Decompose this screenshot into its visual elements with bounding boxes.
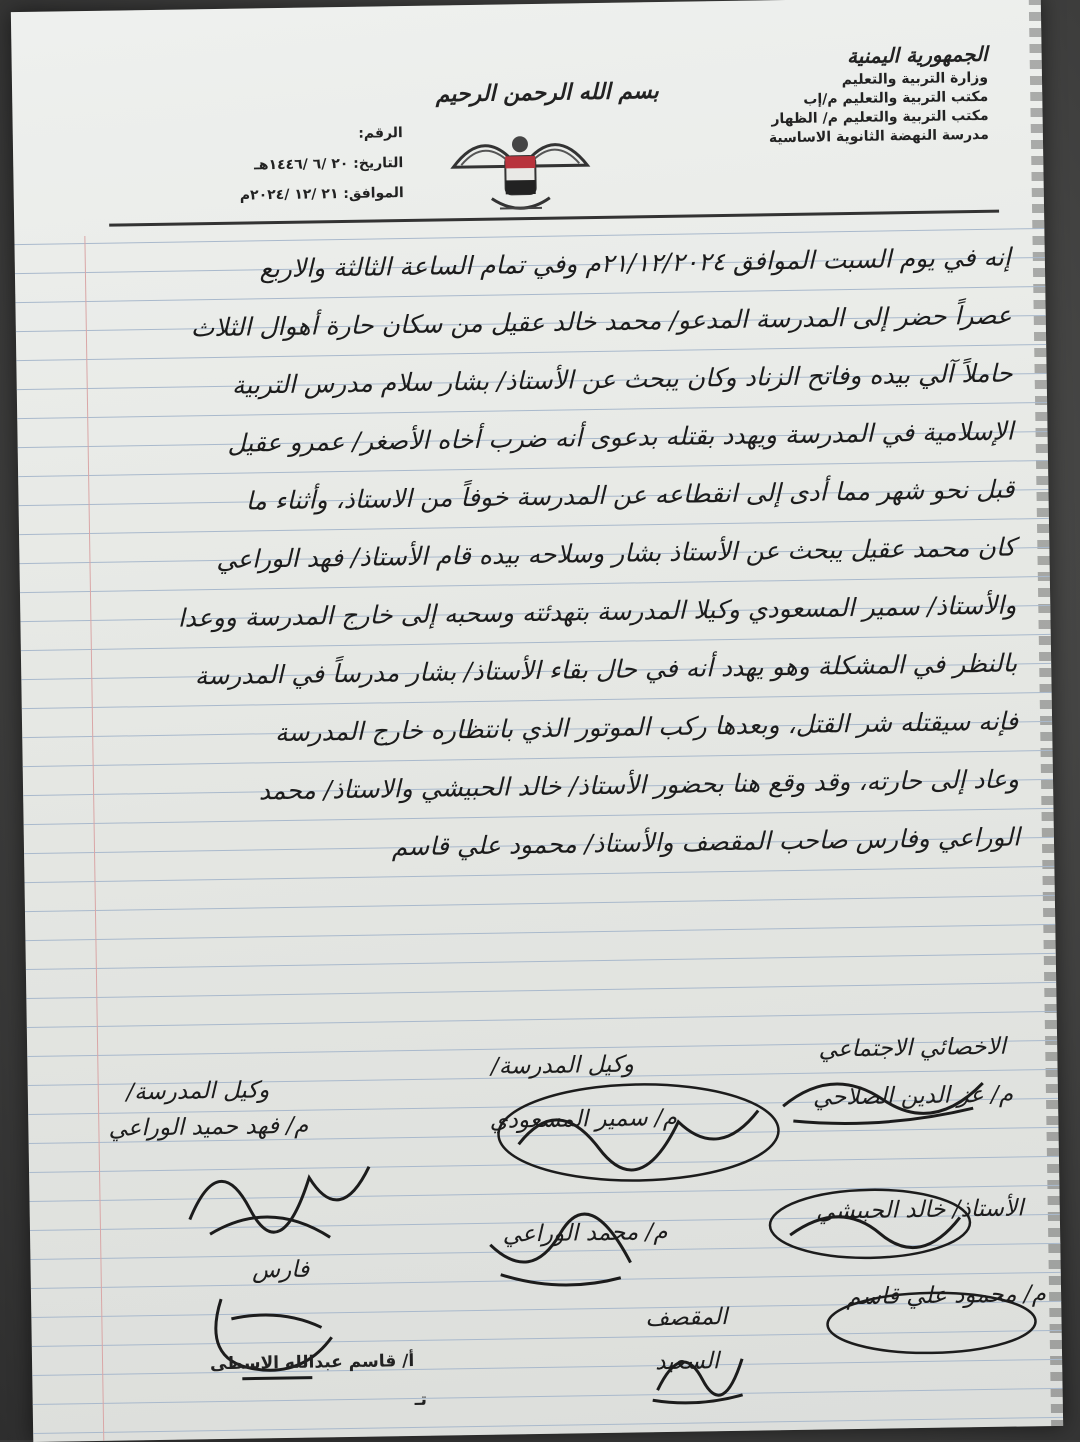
ruled-line (25, 924, 1055, 941)
ruled-line (32, 1359, 1062, 1376)
body-line: فإنه سيقتله شر القتل، وبعدها ركب الموتور الذي بانتظاره خارج المدرسة (274, 706, 1019, 748)
body-line: كان محمد عقيل يبحث عن الأستاذ بشار وسلاحه بيده قام الأستاذ/ فهد الوراعي (216, 532, 1016, 575)
principal-name: أ/ قاسم عبدالله الاسطى (209, 1351, 415, 1375)
body-line: عصراً حضر إلى المدرسة المدعو/ محمد خالد عقيل من سكان حارة أهوال الثلاث (190, 300, 1012, 343)
signature-canteen-icon (641, 1319, 752, 1411)
signature-mahmoud-icon (821, 1286, 1042, 1359)
wakeel-1-name: م/ فهد حميد الوراعي (108, 1112, 309, 1142)
teacher-khalid-name: الأستاذ/ خالد الحبيشي (815, 1195, 1024, 1225)
body-line: والأستاذ/ سمير المسعودي وكيلا المدرسة بتهدئته وسحبه إلى خارج المدرسة ووعدا (177, 590, 1017, 633)
teacher-mohammed-name: م/ محمد الوراعي (502, 1219, 668, 1248)
bismillah: بسم الله الرحمن الرحيم (435, 78, 659, 108)
yemen-eagle-emblem-icon (445, 121, 597, 223)
mahmoud-name: م/ محمود علي قاسم (846, 1281, 1047, 1311)
wakeel-2-name: م/ سمير المسعودي (489, 1104, 678, 1134)
ministry-line: وزارة التربية والتعليم (841, 69, 989, 89)
ref-number: الرقم: (358, 125, 403, 142)
report-body (102, 229, 1020, 881)
date-gregorian: الموافق: ٢١ /١٢ /٢٠٢٤م (239, 185, 404, 204)
letterhead (11, 0, 1044, 222)
body-line: حاملاً آلي بيده وفاتح الزناد وكان يبحث عن الأستاذ/ بشار سلام مدرس التربية (231, 358, 1013, 400)
signature-mark: تـ (414, 1389, 428, 1411)
document-page (11, 0, 1063, 1442)
body-line: الإسلامية في المدرسة ويهدد بقتله بدعوى أنه ضرب أخاه الأصغر/ عمرو عقيل (227, 416, 1014, 458)
republic-title: الجمهورية اليمنية (846, 41, 988, 69)
signature-wakeel-1-icon (179, 1137, 381, 1250)
ruled-line (26, 982, 1056, 999)
reference-block (163, 118, 404, 212)
body-line: بالنظر في المشكلة وهو يهدد أنه في حال بقاء الأستاذ/ بشار مدرساً في المدرسة (194, 648, 1018, 691)
signature-mohammed-icon (480, 1202, 641, 1295)
social-worker-title: الاخصائي الاجتماعي (818, 1033, 1007, 1063)
canteen-title: المقصف (645, 1304, 728, 1332)
body-line: إنه في يوم السبت الموافق ٢١/١٢/٢٠٢٤م وفي تمام الساعة الثالثة والاربع (259, 242, 1012, 284)
body-line: وعاد إلى حارته، وقد وقع هنا بحضور الأستاذ/ خالد الحبيشي والاستاذ/ محمد (258, 764, 1020, 806)
body-line: الوراعي وفارس صاحب المقصف والأستاذ/ محمود علي قاسم (391, 822, 1021, 862)
social-worker-name: م/ عز الدين الصلاحي (812, 1081, 1014, 1111)
fares-name: فارس (251, 1256, 310, 1284)
canteen-name: السعيد (654, 1348, 720, 1376)
signature-wakeel-2-icon (488, 1070, 790, 1195)
date-hijri: التاريخ: ٢٠ /٦ /١٤٤٦هـ (253, 155, 404, 174)
ruled-line (33, 1388, 1063, 1405)
wakeel-2-title: وكيل المدرسة/ (490, 1051, 635, 1080)
letterhead-authority (687, 39, 989, 150)
body-line: قبل نحو شهر مما أدى إلى انقطاعه عن المدرسة خوفاً من الاستاذ، وأثناء ما (245, 474, 1015, 516)
wakeel-1-title: وكيل المدرسة/ (126, 1077, 270, 1106)
signature-khalid-icon (759, 1177, 980, 1270)
ruled-line (26, 953, 1056, 970)
signature-social-worker-icon (772, 1053, 993, 1136)
ruled-line (25, 895, 1055, 912)
office-governorate-line: مكتب التربية والتعليم م/إب (803, 88, 989, 108)
ruled-line (27, 1011, 1057, 1028)
school-line: مدرسة النهضة الثانوية الاساسية (768, 126, 990, 147)
office-district-line: مكتب التربية والتعليم م/ الظهار (771, 107, 989, 128)
